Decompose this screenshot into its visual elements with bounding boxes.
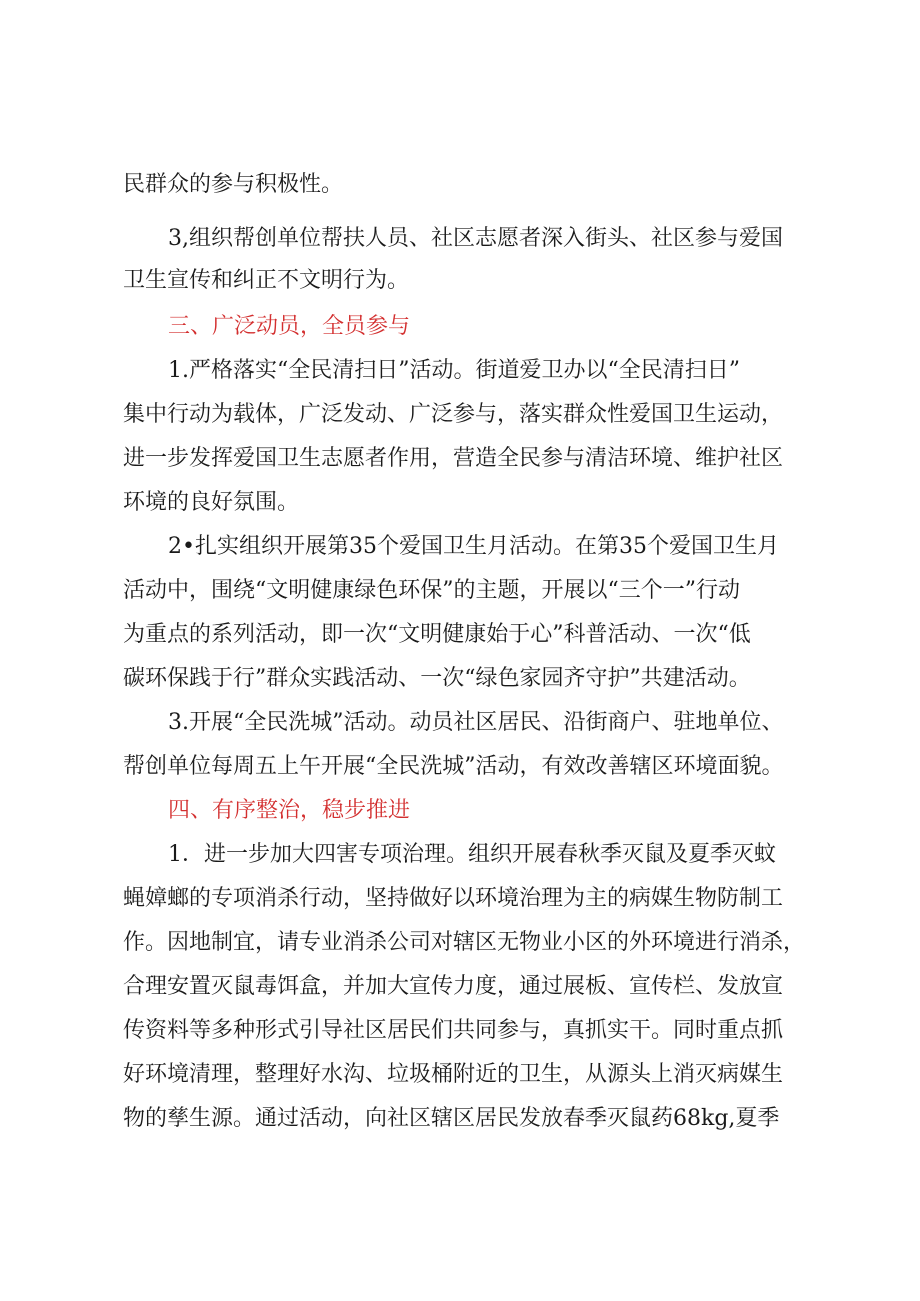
paragraph-line: 传资料等多种形式引导社区居民们共同参与，真抓实干。同时重点抓: [123, 1018, 784, 1043]
paragraph-line: 好环境清理，整理好水沟、垃圾桶附近的卫生，从源头上消灭病媒生: [123, 1062, 784, 1087]
paragraph-line: 卫生宣传和纠正不文明行为。: [123, 268, 410, 293]
section-heading: 三、广泛动员，全员参与: [168, 314, 411, 339]
paragraph-line: 2•扎实组织开展第35个爱国卫生月活动。在第35个爱国卫生月: [168, 534, 779, 559]
paragraph-line: 1．进一步加大四害专项治理。组织开展春秋季灭鼠及夏季灭蚊: [168, 842, 776, 867]
paragraph-line: 1.严格落实“全民清扫日”活动。街道爱卫办以“全民清扫日”: [168, 358, 740, 383]
paragraph-line: 集中行动为载体，广泛发动、广泛参与，落实群众性爱国卫生运动，: [123, 402, 784, 427]
paragraph-line: 蝇嫜螂的专项消杀行动，坚持做好以环境治理为主的病媒生物防制工: [123, 886, 784, 911]
paragraph-line: 为重点的系列活动，即一次“文明健康始于心”科普活动、一次“低: [123, 622, 751, 647]
paragraph-line: 作。因地制宜，请专业消杀公司对辖区无物业小区的外环境进行消杀，: [123, 930, 806, 955]
paragraph-line: 帮创单位每周五上午开展“全民洗城”活动，有效改善辖区环境面貌。: [123, 754, 784, 779]
paragraph-line: 进一步发挥爱国卫生志愿者作用，营造全民参与清洁环境、维护社区: [123, 446, 784, 471]
paragraph-line: 合理安置灭鼠毒饵盒，并加大宣传力度，通过展板、宣传栏、发放宣: [123, 974, 784, 999]
section-heading: 四、有序整治，稳步推进: [168, 798, 411, 823]
paragraph-line: 活动中，围绕“文明健康绿色环保”的主题，开展以“三个一”行动: [123, 578, 740, 603]
paragraph-line: 碳环保践于行”群众实践活动、一次“绿色家园齐守护”共建活动。: [123, 666, 751, 691]
paragraph-line: 环境的良好氛围。: [123, 490, 300, 515]
paragraph-line: 物的孳生源。通过活动，向社区辖区居民发放春季灭鼠药68kg,夏季: [123, 1106, 780, 1131]
paragraph-line: 民群众的参与积极性。: [123, 172, 344, 197]
paragraph-line: 3.开展“全民洗城”活动。动员社区居民、沿街商户、驻地单位、: [168, 710, 784, 735]
paragraph-line: 3,组织帮创单位帮扶人员、社区志愿者深入街头、社区参与爱国: [168, 226, 783, 251]
